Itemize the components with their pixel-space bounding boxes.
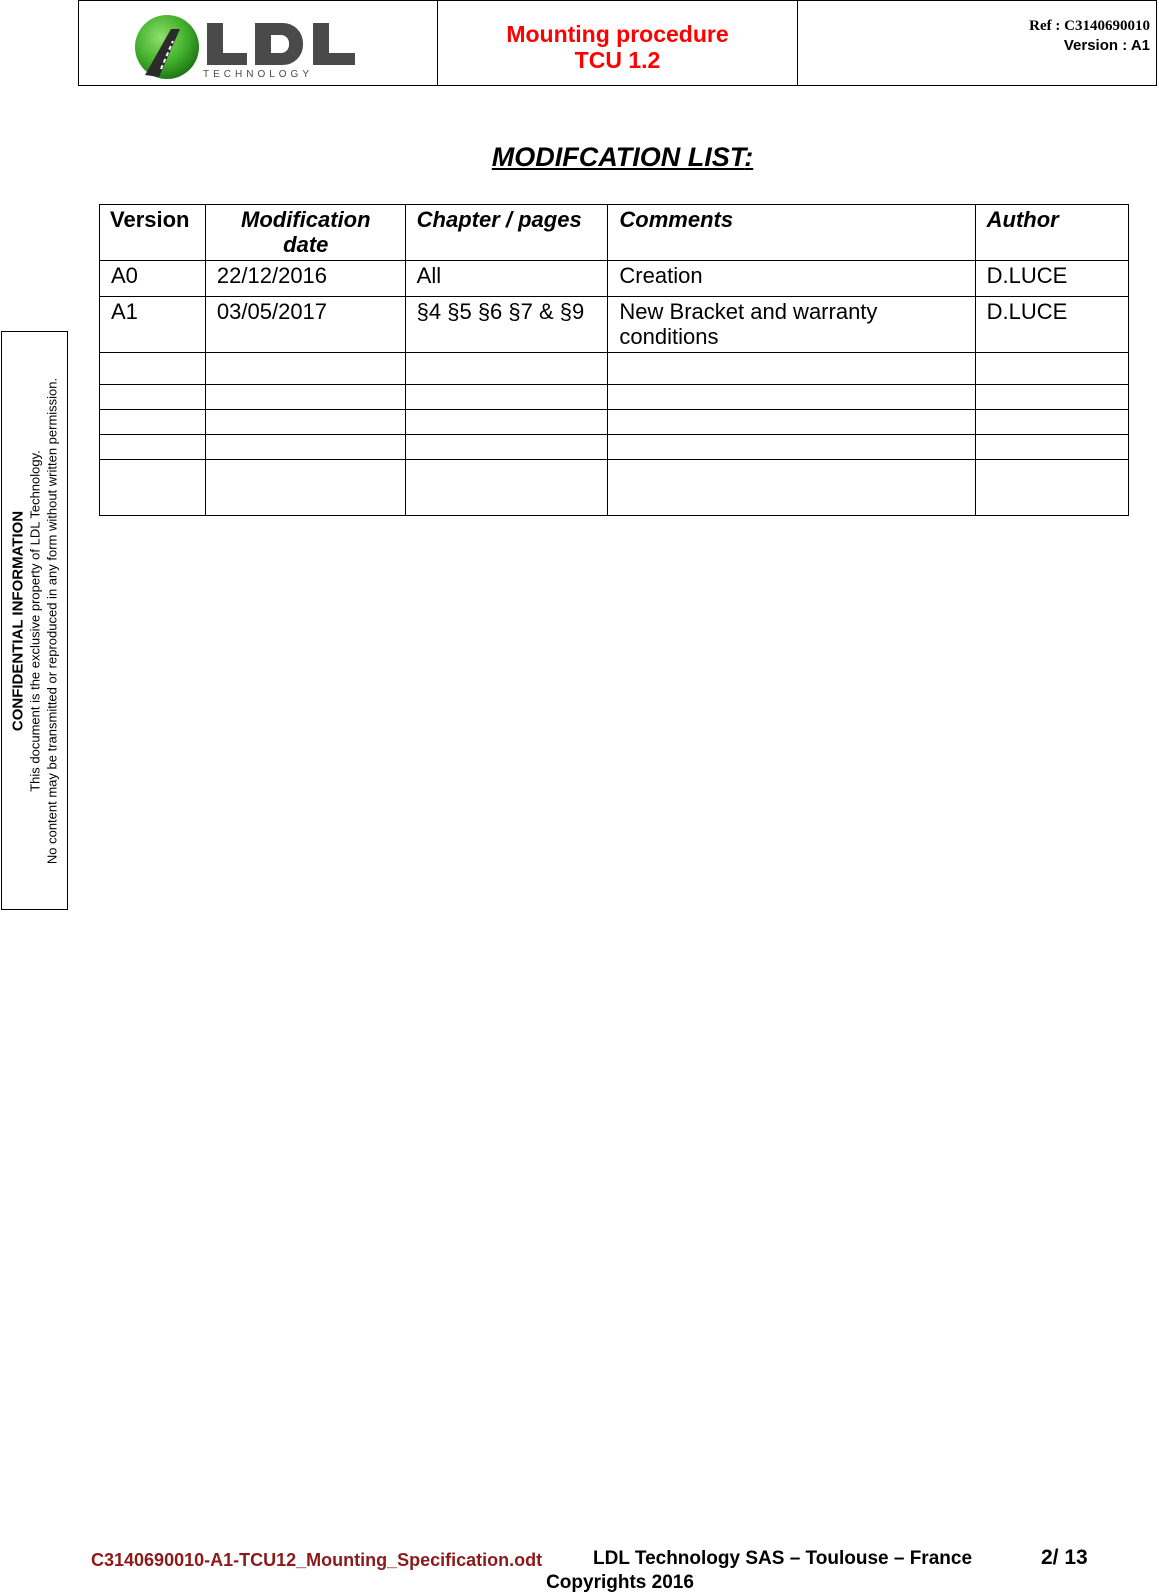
reference-number: Ref : C3140690010 <box>1029 18 1150 34</box>
table-row-empty <box>100 410 1129 435</box>
footer-copyright: Copyrights 2016 <box>546 1572 694 1593</box>
reference-cell <box>798 1 1156 85</box>
col-header-chapter: Chapter / pages <box>405 205 608 261</box>
table-row-empty <box>100 435 1129 460</box>
footer-page-number: 2/ 13 <box>1041 1546 1088 1569</box>
table-row-empty <box>100 353 1129 385</box>
table-header-row <box>100 205 1129 261</box>
confidential-heading: CONFIDENTIAL INFORMATION <box>9 510 26 731</box>
document-version: Version : A1 <box>1063 37 1150 54</box>
cell-chapter: §4 §5 §6 §7 & §9 <box>405 297 608 353</box>
document-title-line1: Mounting procedure <box>506 21 729 47</box>
col-header-comments: Comments <box>608 205 975 261</box>
document-title-cell <box>438 1 798 85</box>
col-header-date: Modification date <box>205 205 405 261</box>
footer-filename: C3140690010-A1-TCU12_Mounting_Specification.odt <box>91 1550 543 1570</box>
cell-author: D.LUCE <box>975 261 1128 297</box>
page-header <box>78 0 1157 86</box>
confidential-notice <box>1 331 68 910</box>
col-header-version: Version <box>100 205 206 261</box>
cell-comments: Creation <box>608 261 975 297</box>
table-row-empty <box>100 460 1129 516</box>
table-row <box>100 261 1129 297</box>
footer-company: LDL Technology SAS – Toulouse – France <box>593 1548 973 1569</box>
page-title: MODIFCATION LIST: <box>491 142 754 172</box>
cell-date: 03/05/2017 <box>205 297 405 353</box>
logo-cell <box>79 1 438 85</box>
cell-comments: New Bracket and warranty conditions <box>608 297 975 353</box>
confidential-line1: This document is the exclusive property of LDL Technology. <box>27 449 42 792</box>
col-header-author: Author <box>975 205 1128 261</box>
table-row-empty <box>100 385 1129 410</box>
table-row <box>100 297 1129 353</box>
ldl-technology-logo <box>79 1 438 85</box>
modification-table <box>99 204 1129 516</box>
cell-version: A1 <box>100 297 206 353</box>
cell-chapter: All <box>405 261 608 297</box>
cell-author: D.LUCE <box>975 297 1128 353</box>
document-title-line2: TCU 1.2 <box>574 47 661 73</box>
cell-date: 22/12/2016 <box>205 261 405 297</box>
confidential-line2: No content may be transmitted or reproduced in any form without written permission. <box>44 377 59 864</box>
logo-subtext: TECHNOLOGY <box>203 69 314 80</box>
cell-version: A0 <box>100 261 206 297</box>
